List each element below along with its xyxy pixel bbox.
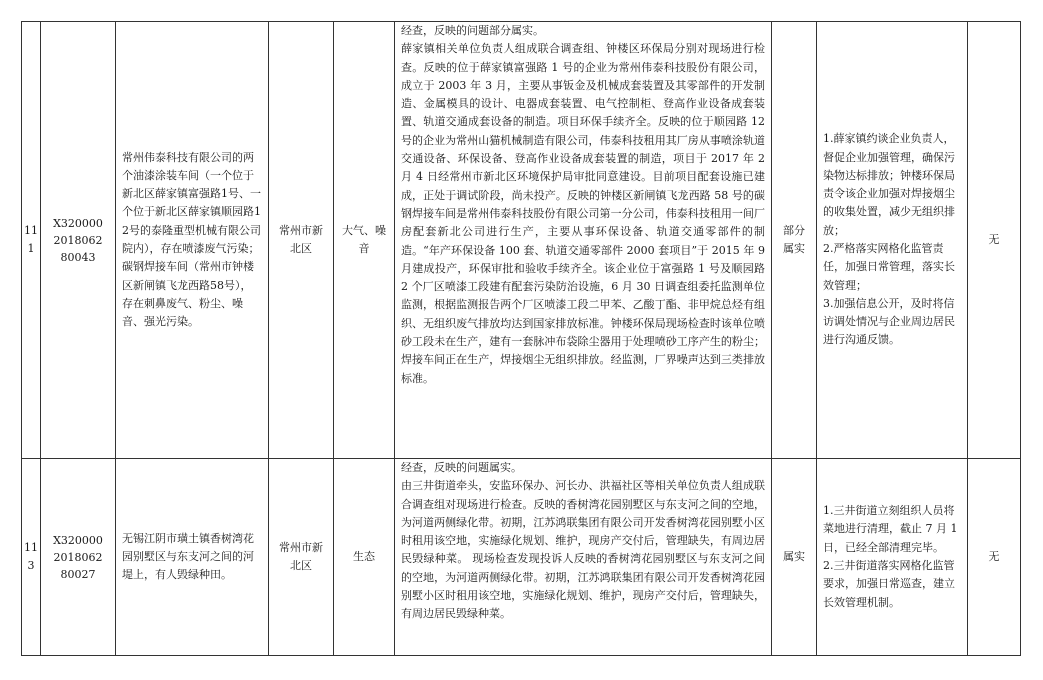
action-item: 2.严格落实网格化监管责任，加强日常管理，落实长效管理； bbox=[823, 242, 955, 292]
action-item: 3.加强信息公开，及时将信访调处情况与企业周边居民进行沟通反馈。 bbox=[823, 296, 955, 347]
complaint-description: 无锡江阴市璜土镇香树湾花园别墅区与东支河之间的河堤上，有人毁绿种田。 bbox=[116, 459, 269, 656]
case-id-line: 2018062 bbox=[53, 233, 103, 247]
rectification-actions bbox=[817, 459, 968, 656]
result-paragraph: 经查，反映的问题属实。 bbox=[401, 461, 522, 474]
action-item: 2.三井街道落实网格化监管要求，加强日常巡查，建立长效管理机制。 bbox=[823, 559, 955, 609]
pollution-type: 大气、噪音 bbox=[334, 22, 395, 459]
case-id-line: X320000 bbox=[53, 216, 103, 230]
table-row bbox=[22, 22, 1021, 459]
result-paragraph: 由三井街道牵头，安监环保办、河长办、洪福社区等相关单位负责人组成联合调查组对现场进行检查。反映的香树湾花园别墅区与东支河之间的空地，为河道两侧绿化带。初期，江苏鸿联集团有限公司开发香树湾花园别墅小区时租用该空地，实施绿化规划、维护，现房产交付后，管理缺失，有周边居民毁绿种菜。 现场检查发现投诉人反映的香树湾花园别墅区与东支河之间的空地，为河道两侧绿化带。初期，江苏鸿联集团有限公司开发香树湾花园别墅小区时租用该空地，实施绿化规划、维护，现房产交付后，管理缺失，有周边居民毁绿种菜。 bbox=[401, 479, 765, 621]
result-paragraph: 经查，反映的问题部分属实。 bbox=[401, 24, 544, 37]
pollution-type: 生态 bbox=[334, 459, 395, 656]
case-id-line: 80043 bbox=[60, 250, 96, 264]
administrative-area: 常州市新北区 bbox=[269, 22, 334, 459]
result-paragraph: 薛家镇相关单位负责人组成联合调查组、钟楼区环保局分别对现场进行检查。反映的位于薛家镇富强路 1 号的企业为常州伟泰科技股份有限公司，成立于 2003 年 3 月，主要从事钣金及机械成套装置及其零部件的开发制造、金属模具的设计、电器成套装置、电气控制柜、登高作业设备成套装置、轨道交通成套设备的制造。项目环保手续齐全。反映的位于顺园路 12 号的企业为常州山猫机械制造有限公司，伟泰科技租用其厂房从事喷涂轨道交通设备、环保设备、登高作业设备成套装置的制造，项目于 2017 年 2 月 4 日经常州市新北区环境保护局审批同意建设。目前项目配套设施已建成，正处于调试阶段，尚未投产。反映的钟楼区新闸镇飞龙西路 58 号的碳钢焊接车间是常州伟泰科技股份有限公司第一分公司，伟泰科技租用一间厂房配套新北公司进行生产，主要从事环保设备、轨道交通零部件的制造。“年产环保设备 100 套、轨道交通零部件 2000 套项目”于 2015 年 9 月建成投产，环保审批和验收手续齐全。该企业位于富强路 1 号及顺园路 2 个厂区喷漆工段建有配套污染防治设施，6 月 30 日调查组委托监测单位监测，根据监测报告两个厂区喷漆工段二甲苯、乙酸丁酯、非甲烷总烃有组织、无组织废气排放均达到国家排放标准。钟楼环保局现场检查时该单位喷砂工段未在生产，建有一套脉冲布袋除尘器用于处理喷砂工序产生的粉尘；焊接车间正在生产，焊接烟尘无组织排放。经监测，厂界噪声达到三类排放标准。 bbox=[401, 42, 765, 385]
remark: 无 bbox=[968, 459, 1021, 656]
case-id-line: 80027 bbox=[60, 567, 96, 581]
row-number: 111 bbox=[22, 22, 41, 459]
verdict: 部分属实 bbox=[772, 22, 817, 459]
investigation-result bbox=[395, 22, 772, 459]
action-item: 1.薛家镇约谈企业负责人，督促企业加强管理，确保污染物达标排放；钟楼环保局责令该企业加强对焊接烟尘的收集处置，减少无组织排放； bbox=[823, 132, 955, 237]
investigation-result bbox=[395, 459, 772, 656]
complaint-table bbox=[21, 21, 1021, 656]
rectification-actions bbox=[817, 22, 968, 459]
case-id-line: 2018062 bbox=[53, 550, 103, 564]
complaint-description: 常州伟泰科技有限公司的两个油漆涂装车间（一个位于新北区薛家镇富强路1号、一个位于新北区薛家镇顺园路12号的泰隆重型机械有限公司院内），存在喷漆废气污染；碳钢焊接车间（常州市钟楼区新闸镇飞龙西路58号），存在刺鼻废气、粉尘、噪音、强光污染。 bbox=[116, 22, 269, 459]
action-item: 1.三井街道立刻组织人员将菜地进行清理，截止 7 月 1 日，已经全部清理完毕。 bbox=[823, 504, 958, 554]
administrative-area: 常州市新北区 bbox=[269, 459, 334, 656]
case-id bbox=[41, 22, 116, 459]
row-number: 113 bbox=[22, 459, 41, 656]
case-id-line: X320000 bbox=[53, 533, 103, 547]
remark: 无 bbox=[968, 22, 1021, 459]
case-id bbox=[41, 459, 116, 656]
table-row bbox=[22, 459, 1021, 656]
verdict: 属实 bbox=[772, 459, 817, 656]
